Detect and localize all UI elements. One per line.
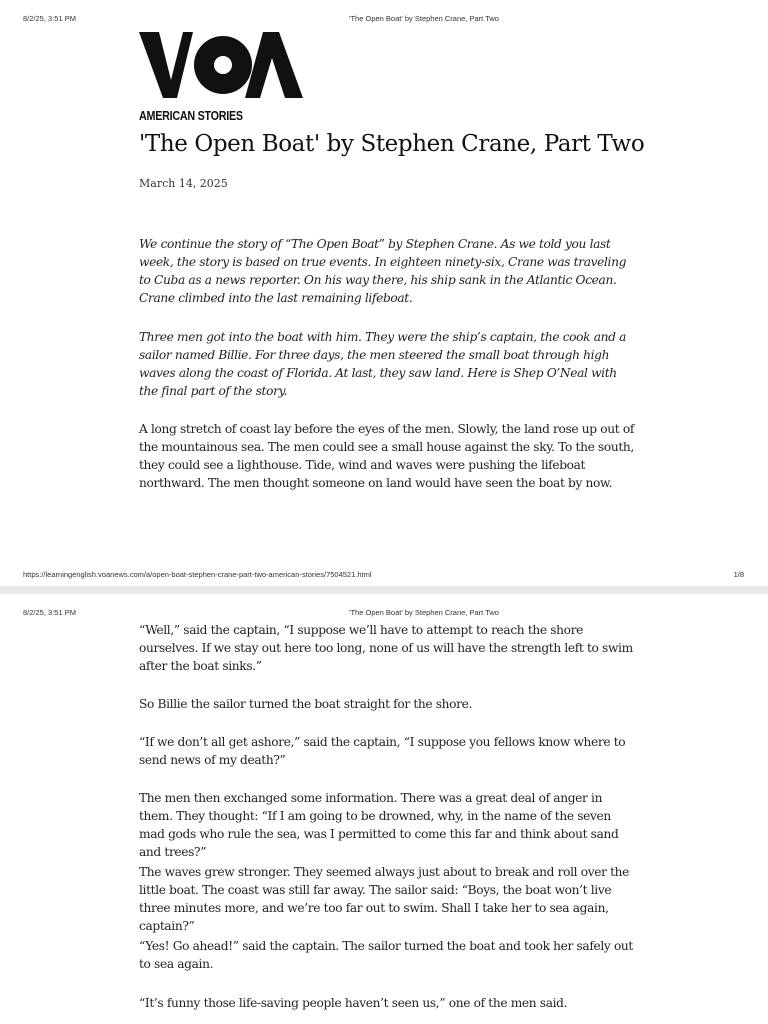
print-url[interactable]: https://learningenglish.voanews.com/a/open-boat-stephen-crane-part-two-american-stories/7504521.html [23, 570, 372, 579]
pdf-page-2 [0, 594, 768, 1024]
body-paragraph: The waves grew stronger. They seemed always just about to break and roll over the little boat. The coast was still far away. The sailor said: “Boys, the boat won’t live three minutes more, and we’re too far out to swim. Shall I take her to sea again, captain?” [139, 865, 630, 933]
article-title: 'The Open Boat' by Stephen Crane, Part Two [139, 131, 645, 157]
intro-paragraph: Three men got into the boat with him. They were the ship’s captain, the cook and a sailor named Billie. For three days, the men steered the small boat through high waves along the coast of Florida. At last, they saw land. Here is Shep O’Neal with the final part of the story. [139, 330, 627, 398]
page-gap [0, 586, 768, 594]
publish-date: March 14, 2025 [139, 177, 228, 190]
body-paragraph: “Yes! Go ahead!” said the captain. The sailor turned the boat and took her safely out to sea again. [139, 939, 633, 971]
print-page-title: 'The Open Boat' by Stephen Crane, Part Two [349, 14, 499, 23]
voa-logo[interactable] [139, 32, 303, 98]
print-page-title: 'The Open Boat' by Stephen Crane, Part Two [349, 608, 499, 617]
print-page-number: 1/8 [733, 570, 744, 579]
section-label[interactable]: AMERICAN STORIES [139, 109, 243, 123]
print-timestamp: 8/2/25, 3:51 PM [23, 14, 76, 23]
body-paragraph: “If we don’t all get ashore,” said the captain, “I suppose you fellows know where to send news of my death?” [139, 735, 626, 767]
body-paragraph: The men then exchanged some information. There was a great deal of anger in them. They thought: “If I am going to be drowned, why, in the name of the seven mad gods who rule the sea, was I permitted to come this far and think about sand and trees?” [139, 791, 619, 859]
body-paragraph: “Well,” said the captain, “I suppose we’ll have to attempt to reach the shore ourselves. If we stay out here too long, none of us will have the strength left to swim after the boat sinks.” [139, 623, 633, 673]
body-paragraph: A long stretch of coast lay before the eyes of the men. Slowly, the land rose up out of the mountainous sea. The men could see a small house against the sky. To the south, they could see a lighthouse. Tide, wind and waves were pushing the lifeboat northward. The men thought someone on land would have seen the boat by now. [139, 422, 634, 490]
body-paragraph: “It’s funny those life-saving people haven’t seen us,” one of the men said. [139, 996, 568, 1010]
print-timestamp: 8/2/25, 3:51 PM [23, 608, 76, 617]
intro-paragraph: We continue the story of “The Open Boat” by Stephen Crane. As we told you last week, the story is based on true events. In eighteen ninety-six, Crane was traveling to Cuba as a news reporter. On his way there, his ship sank in the Atlantic Ocean. Crane climbed into the last remaining lifeboat. [139, 237, 627, 305]
body-paragraph: So Billie the sailor turned the boat straight for the shore. [139, 697, 473, 711]
